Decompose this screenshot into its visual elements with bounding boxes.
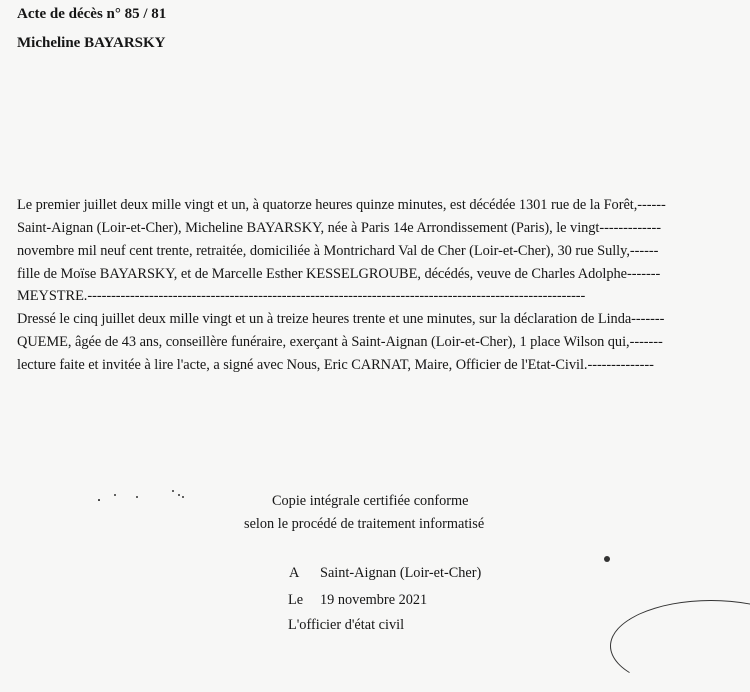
act-text-line: MEYSTRE.--------------------------------------------------------------------------------------------------------- <box>17 288 586 304</box>
signature-stamp-outline <box>610 600 750 692</box>
act-title: Acte de décès n° 85 / 81 <box>17 6 167 22</box>
place-label: A <box>289 565 300 581</box>
scan-speck <box>172 490 174 492</box>
place-value: Saint-Aignan (Loir-et-Cher) <box>320 565 482 581</box>
certification-line-1: Copie intégrale certifiée conforme <box>272 493 469 509</box>
date-value: 19 novembre 2021 <box>320 592 428 608</box>
person-name: Micheline BAYARSKY <box>17 35 166 51</box>
act-text-line: Le premier juillet deux mille vingt et un, à quatorze heures quinze minutes, est décédée 1301 rue de la Forêt,------ <box>17 197 666 213</box>
scan-speck <box>114 494 116 496</box>
act-text-line: novembre mil neuf cent trente, retraitée, domiciliée à Montrichard Val de Cher (Loir-et-Cher), 30 rue Sully,------ <box>17 243 659 259</box>
scan-speck <box>182 496 184 498</box>
date-label: Le <box>288 592 304 608</box>
scan-speck <box>98 499 100 501</box>
act-text-line: fille de Moïse BAYARSKY, et de Marcelle Esther KESSELGROUBE, décédés, veuve de Charles Adolphe------- <box>17 266 661 282</box>
scan-speck <box>178 494 180 496</box>
ink-spot <box>604 556 610 562</box>
certification-line-2: selon le procédé de traitement informatisé <box>244 516 485 532</box>
act-text-line: Dressé le cinq juillet deux mille vingt et un à treize heures trente et une minutes, sur la déclaration de Linda------- <box>17 311 665 327</box>
scan-speck <box>136 496 138 498</box>
officer-label: L'officier d'état civil <box>288 617 405 633</box>
act-text-line: lecture faite et invitée à lire l'acte, a signé avec Nous, Eric CARNAT, Maire, Officier de l'Etat-Civil.-------------- <box>17 357 654 373</box>
act-text-line: QUEME, âgée de 43 ans, conseillère funéraire, exerçant à Saint-Aignan (Loir-et-Cher), 1 place Wilson qui,------- <box>17 334 663 350</box>
act-text-line: Saint-Aignan (Loir-et-Cher), Micheline BAYARSKY, née à Paris 14e Arrondissement (Paris), le vingt------------- <box>17 220 662 236</box>
